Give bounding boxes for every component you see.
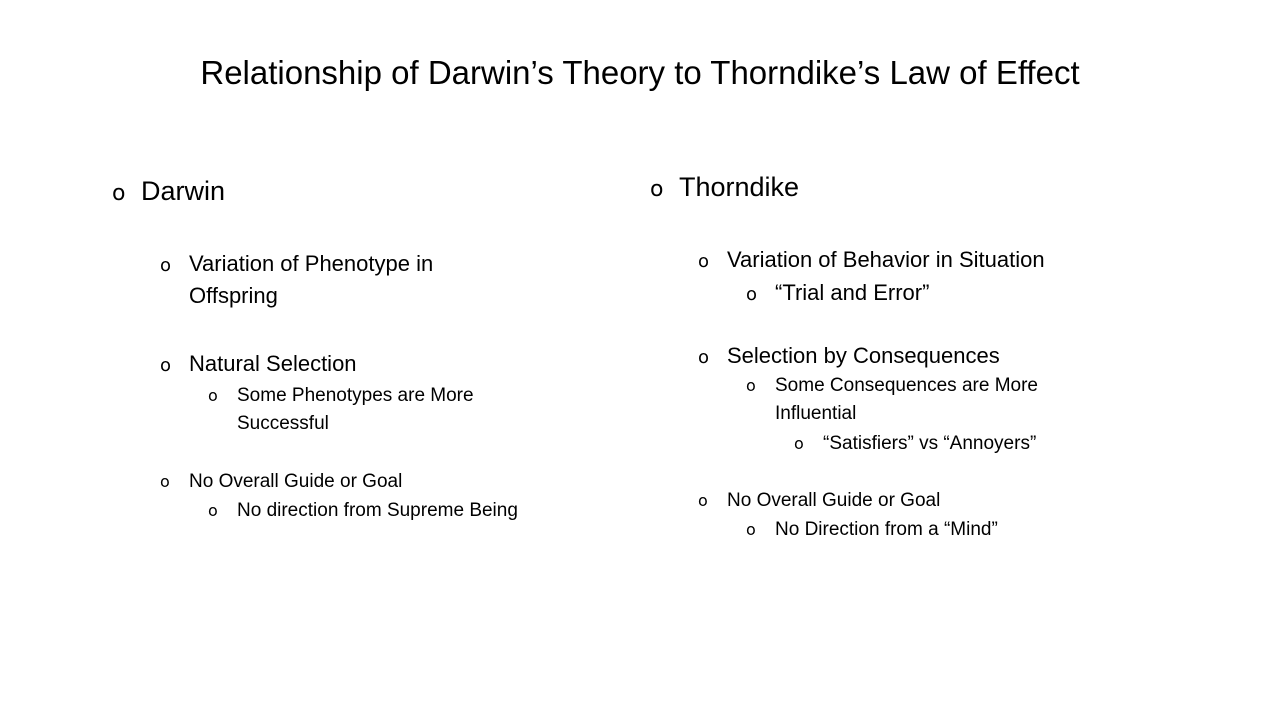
thorndike-point-variation — [698, 244, 1118, 278]
thorndike-point-variation-text: Variation of Behavior in Situation — [727, 247, 1045, 272]
bullet-marker: o — [160, 355, 172, 376]
thorndike-point-no-goal-text: No Overall Guide or Goal — [727, 490, 941, 511]
bullet-marker: o — [746, 284, 758, 305]
thorndike-point-no-goal — [698, 487, 1118, 515]
thorndike-heading-item — [650, 170, 1110, 207]
bullet-marker: o — [698, 491, 708, 510]
darwin-subpoint-supreme-being-text: No direction from Supreme Being — [237, 500, 518, 521]
bullet-marker: o — [746, 520, 756, 539]
thorndike-subpoint-mind-text: No Direction from a “Mind” — [775, 519, 998, 540]
thorndike-subpoint-trial-error — [746, 277, 1106, 311]
bullet-marker: o — [650, 177, 664, 202]
darwin-subpoint-successful-text: Some Phenotypes are More Successful — [237, 385, 474, 434]
slide-title: Relationship of Darwin’s Theory to Thorndike’s Law of Effect — [200, 54, 1080, 91]
thorndike-heading: Thorndike — [679, 172, 800, 202]
darwin-point-variation — [160, 248, 500, 312]
darwin-heading-item — [112, 174, 532, 211]
darwin-point-selection — [160, 348, 500, 382]
darwin-subpoint-supreme-being — [208, 497, 518, 525]
darwin-point-selection-text: Natural Selection — [189, 351, 357, 376]
darwin-heading: Darwin — [141, 176, 226, 206]
bullet-marker: o — [698, 347, 710, 368]
darwin-subpoint-successful — [208, 382, 518, 438]
bullet-marker: o — [794, 434, 804, 453]
thorndike-subpoint-trial-error-text: “Trial and Error” — [775, 280, 930, 305]
darwin-point-variation-text: Variation of Phenotype in Offspring — [189, 251, 434, 308]
bullet-marker: o — [208, 386, 218, 405]
darwin-point-no-goal-text: No Overall Guide or Goal — [189, 471, 403, 492]
thorndike-point-selection-text: Selection by Consequences — [727, 343, 1000, 368]
bullet-marker: o — [160, 255, 172, 276]
thorndike-subsubpoint-satisfiers — [794, 430, 1114, 458]
bullet-marker: o — [746, 376, 756, 395]
bullet-marker: o — [698, 251, 710, 272]
bullet-marker: o — [112, 181, 126, 206]
darwin-point-no-goal — [160, 468, 500, 496]
thorndike-point-selection — [698, 340, 1118, 374]
thorndike-subsubpoint-satisfiers-text: “Satisfiers” vs “Annoyers” — [823, 433, 1037, 454]
thorndike-subpoint-influential-text: Some Consequences are More Influential — [775, 375, 1038, 424]
thorndike-subpoint-influential — [746, 372, 1086, 428]
bullet-marker: o — [208, 501, 218, 520]
bullet-marker: o — [160, 472, 170, 491]
thorndike-subpoint-mind — [746, 516, 1106, 544]
